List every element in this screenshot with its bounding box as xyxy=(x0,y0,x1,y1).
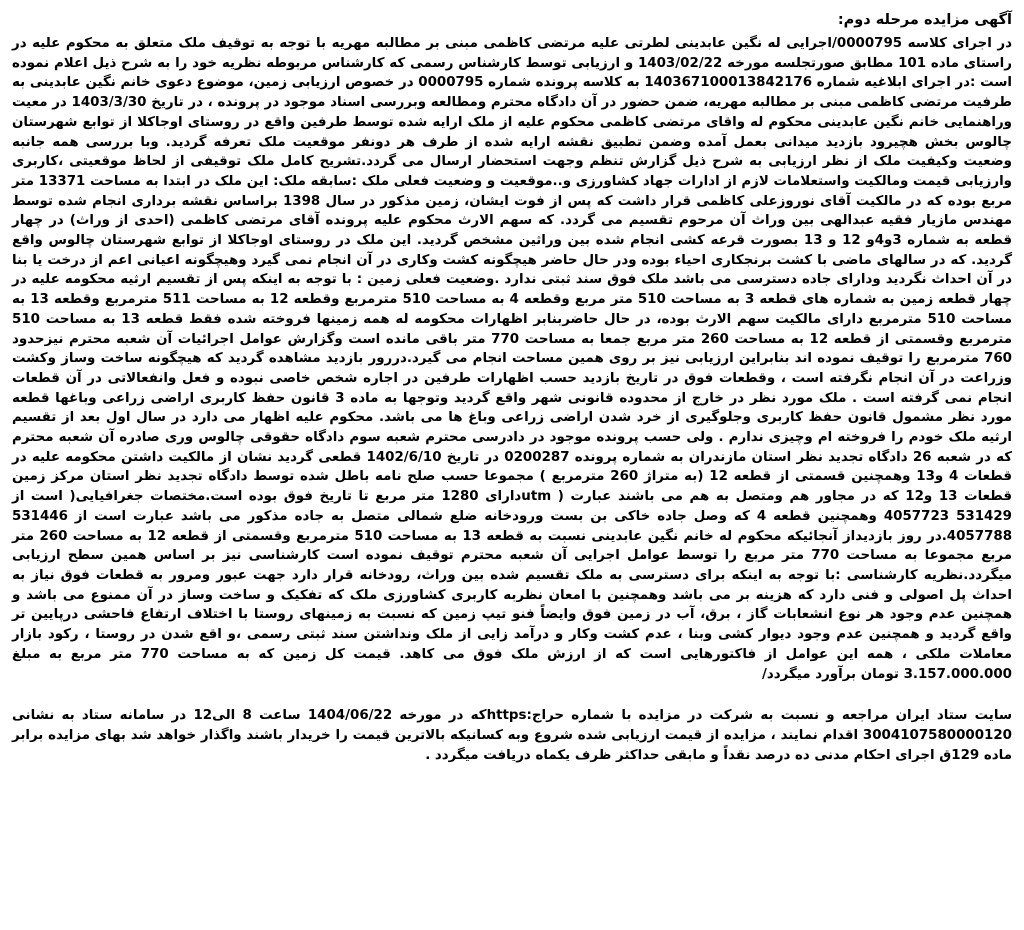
notice-footer: سایت ستاد ایران مراجعه و نسبت به شرکت در مزایده با شماره حراج:httpsکه در مورخه 1404/06/22 ساعت 8 الی12 در سامانه ستاد به نشانی 3004107580000120 اقدام نمایند ، مزایده از قیمت ارزیابی شده شروع وبه کسانیکه بالاترین قیمت را خریدار باشند واگذار خواهد شد بهای مزایده برابر ماده 129ق اجرای احکام مدنی ده درصد نقداً و مابقی حداکثر ظرف یکماه دریافت میگردد . xyxy=(12,708,1013,763)
notice-body: در اجرای کلاسه 0000795/اجرایی له نگین عابدینی لطرتی علیه مرتضی کاظمی مبنی بر مطالبه مهریه با توجه به توقیف ملک متعلق به محکوم علیه در راستای ماده 101 مطابق صورتجلسه مورخه 1403/02/22 و ارزیابی توسط کارشناس رسمی که کارشناس مربوطه نظریه خود را به شرح ذیل اعلام نموده است :در اجرای ابلاغیه شماره 140367100013842176 به کلاسه پرونده شماره 0000795 در خصوص ارزیابی زمین، موضوع دعوی خانم نگین عابدینی به طرفیت مرتضی کاظمی مبنی بر مطالبه مهریه، ضمن حضور در آن دادگاه محترم ومطالعه وبررسی اسناد موجود در پرونده ، در تاریخ 1403/3/30 در معیت وراهنمایی خانم نگین عابدینی محکوم له واقای مرتضی کاظمی محکوم علیه از ملک ارایه شده توسط طرفین واقع در روستای اوجاکلا از توابع شهرستان چالوس بخش هچیرود بازدید میدانی بعمل آمده وضمن تطبیق نقشه ارایه شده از طرف هر دونفر موقعیت ملک تعرفه گردید. وبا بررسی همه جانبه وضعیت وکیفیت ملک از نظر ارزیابی به شرح ذیل گزارش تنظم وجهت استحضار ارسال می گردد.تشریح کامل ملک توقیفی از لحاظ موقعیتی ،کاربری وارزیابی قیمت ومالکیت واستعلامات لازم از ادارات جهاد کشاورزی و..موقعیت و وضعیت فعلی ملک :سابقه ملک: این ملک در ابتدا به مساحت 13371 متر مربع بوده که در مالکیت آقای نوروزعلی کاظمی قرار داشت که پس از فوت ایشان، زمین مذکور در سال 1398 براساس نقشه برداری انجام شده توسط مهندس مازیار فقیه عبدالهی بین وراث آن مرحوم تقسیم می گردد. که سهم الارث محکوم علیه پرونده آقای مرتضی کاظمی (احدی از وراث) در چهار قطعه به شماره 3و4و 12 و 13 بصورت قرعه کشی انجام شده بین وراثین مشخص گردید. این ملک در روستای اوجاکلا از توابع شهرستان چالوس واقع گردید. که در سالهای ماضی با کشت برنجکاری احیاء بوده ودر حال حاضر هیچگونه کشت وکاری در آن انجام نمی گیرد وهیچگونه اعیانی اعم از درخت یا بنا در آن احداث نگردید ودارای جاده دسترسی می باشد ملک فوق سند ثبتی ندارد .وضعیت فعلی زمین : با توجه به اینکه پس از تقسیم ارثیه محکومه علیه در چهار قطعه زمین به شماره های قطعه 3 به مساحت 510 متر مربع وقطعه 4 به مساحت 510 مترمربع وقطعه 12 به مساحت 511 مترمربع وقطعه 13 به مساحت 510 مترمربع دارای مالکیت سهم الارث بوده، در حال حاضربنابر اظهارات محکومه له همه زمینها فروخته شده فقط قطعه 13 به مساحت 510 مترمربع وقسمتی از قطعه 12 به مساحت 260 متر مربع جمعا به مساحت 770 متر باقی مانده است وگزارش عوامل اجرائیات آن شعبه محترم نیزحدود 760 مترمربع را توقیف نموده اند بنابراین ارزیابی نیز بر روی همین مساحت انجام می گیرد.دررور بازدید مشاهده گردید که هیچگونه ساخت وساز وکشت وزراعت در آن انجام نگرفته است ، وقطعات فوق در تاریخ بازدید حسب اظهارات طرفین در اجاره شخص خاصی نبوده و فعل وانفعالاتی در آن قطعات انجام نمی گرفته است . ملک مورد نظر در خارج از محدوده قانونی شهر واقع گردید وتوجها به ماده 3 قانون حفظ کاربری اراضی زراعی وباغها قطعه مورد نظر مشمول قانون حفظ کاربری وجلوگیری از خرد شدن اراضی زراعی وباغ ها می باشد. محکوم علیه اظهار می دارد در سال اول بعد از تقسیم ارثیه ملک خودم را فروخته ام وچیزی ندارم . ولی حسب پرونده موجود در دادرسی محترم شعبه سوم دادگاه حقوقی چالوس وری صادره آن شعبه محترم که در شعبه 26 دادگاه تجدید نظر استان مازندران به شماره پرونده 0200287 در تاریخ 1402/6/10 قطعی گردید نشان از مالکیت داشتن محکومه علیه در قطعات 4 و13 وهمچنین قسمتی از قطعه 12 (به متراژ 260 مترمربع ) مجموعا حسب صلح نامه باطل شده توسط دادگاه تجدید نظر استان مرکز زمین قطعات 13 و12 که در مجاور هم ومتصل به هم می باشند عبارت ( utmدارای 1280 متر مربع تا تاریخ فوق بوده است.مختصات جغرافیایی( است از 531429 4057723 وهمچنین قطعه 4 که وصل جاده خاکی بن بست ورودخانه ضلع شمالی متصل به جاده مذکور می باشد عبارت است از 531446 4057788.در روز بازدیداز آنجائیکه محکوم له خانم نگین عابدینی نسبت به قطعه 13 به مساحت 510 مترمربع وقسمتی از قطعه 12 به مساحت 260 متر مربع مجموعا به مساحت 770 متر مربع را توسط عوامل اجرایی آن شعبه محترم توقیف نموده است کارشناسی نیز بر اساس همین سطح ارزیابی میگردد.نظریه کارشناسی :با توجه به اینکه برای دسترسی به ملک تقسیم شده بین وراث، رودخانه قرار دارد جهت عبور ومرور به قطعات فوق نیاز به احداث پل اصولی و فنی دارد که هزینه بر می باشد وهمچنین با امعان نظربه کاربری کشاورزی ملک که تفکیک و ساخت وساز در آن ممنوع می باشد و همچنین عدم وجود هر نوع انشعابات گاز ، برق، آب در زمین فوق وایضاً فنو تیپ زمین که نسبت به زمینهای روستا با اختلاف ارتفاع فاحشی درپایین تر واقع گردید و همچنین عدم وجود دیوار کشی وبنا ، عدم کشت وکار و درآمد زایی از ملک ونداشتن سند ثبتی رسمی ،و اقع شدن در روستا ، رکود بازار معاملات ملکی ، همه این عوامل از فاکتورهایی است که از ارزش ملک فوق می کاهد. قیمت کل زمین که به مساحت 770 متر مربع به مبلغ 3.157.000.000 تومان برآورد میگردد/ xyxy=(12,36,1013,682)
notice-title: آگهی مزایده مرحله دوم: xyxy=(837,12,1012,28)
